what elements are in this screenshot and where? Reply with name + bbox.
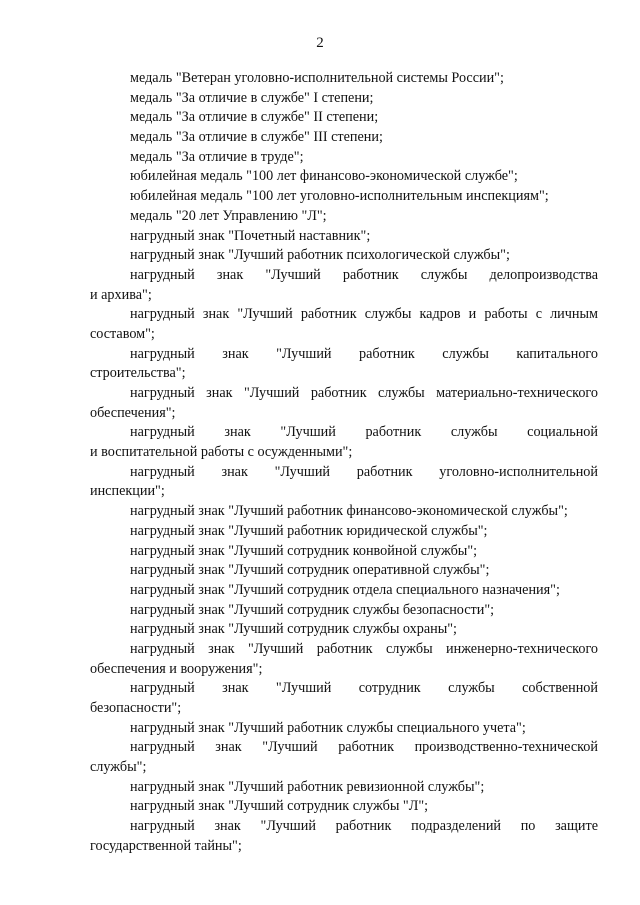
list-item: медаль "За отличие в труде"; xyxy=(130,148,304,165)
list-item: нагрудный знак "Лучший работник службы материально-технического xyxy=(130,385,598,401)
list-item-continuation: безопасности"; xyxy=(90,700,182,716)
list-item-continuation: и воспитательной работы с осужденными"; xyxy=(90,444,353,461)
list-item: медаль "За отличие в службе" II степени; xyxy=(130,109,379,126)
list-item: медаль "За отличие в службе" III степени; xyxy=(130,129,383,146)
list-item: нагрудный знак "Лучший работник подразделений по защите xyxy=(130,818,598,835)
list-item-continuation: государственной тайны"; xyxy=(90,837,242,854)
list-item: юбилейная медаль "100 лет уголовно-исполнительным инспекциям"; xyxy=(130,188,549,205)
list-item-continuation: обеспечения и вооружения"; xyxy=(90,660,263,677)
list-item: медаль "За отличие в службе" I степени; xyxy=(130,89,374,106)
list-item: нагрудный знак "Лучший работник службы делопроизводства xyxy=(130,266,598,283)
list-item-continuation: составом"; xyxy=(90,325,155,342)
list-item: нагрудный знак "Лучший работник уголовно-исполнительной xyxy=(130,463,598,480)
list-item-continuation: службы"; xyxy=(90,759,147,776)
list-item: нагрудный знак "Лучший сотрудник конвойной службы"; xyxy=(130,542,478,559)
list-item: нагрудный знак "Лучший работник психологической службы"; xyxy=(130,247,510,264)
list-item: нагрудный знак "Лучший работник службы специального учета"; xyxy=(130,719,526,736)
list-item: нагрудный знак "Лучший сотрудник службы "Л"; xyxy=(130,798,429,815)
list-item: нагрудный знак "Лучший работник производственно-технической xyxy=(130,739,598,756)
list-item: нагрудный знак "Почетный наставник"; xyxy=(130,227,371,244)
list-item: нагрудный знак "Лучший работник службы капитального xyxy=(130,345,598,362)
list-item: нагрудный знак "Лучший работник юридической службы"; xyxy=(130,522,488,539)
page-number: 2 xyxy=(316,35,324,51)
award-list xyxy=(90,69,598,857)
list-item: медаль "20 лет Управлению "Л"; xyxy=(130,207,327,224)
list-item: нагрудный знак "Лучший сотрудник службы безопасности"; xyxy=(130,601,495,618)
list-item-continuation: обеспечения"; xyxy=(90,404,176,421)
list-item: медаль "Ветеран уголовно-исполнительной системы России"; xyxy=(130,70,504,86)
list-item: нагрудный знак "Лучший сотрудник службы собственной xyxy=(130,680,598,697)
list-item: нагрудный знак "Лучший сотрудник отдела специального назначения"; xyxy=(130,581,560,598)
list-item: нагрудный знак "Лучший работник службы социальной xyxy=(130,424,598,441)
list-item-continuation: инспекции"; xyxy=(90,483,165,500)
list-item-continuation: строительства"; xyxy=(90,365,186,382)
list-item-continuation: и архива"; xyxy=(90,286,152,303)
list-item: нагрудный знак "Лучший сотрудник оперативной службы"; xyxy=(130,562,490,579)
list-item: нагрудный знак "Лучший работник финансово-экономической службы"; xyxy=(130,503,568,520)
list-item: нагрудный знак "Лучший работник службы кадров и работы с личным xyxy=(130,306,598,323)
list-item: юбилейная медаль "100 лет финансово-экономической службе"; xyxy=(130,168,518,185)
list-item: нагрудный знак "Лучший работник ревизионной службы"; xyxy=(130,778,485,795)
list-item: нагрудный знак "Лучший работник службы инженерно-технического xyxy=(130,640,598,657)
list-item: нагрудный знак "Лучший сотрудник службы охраны"; xyxy=(130,621,457,638)
